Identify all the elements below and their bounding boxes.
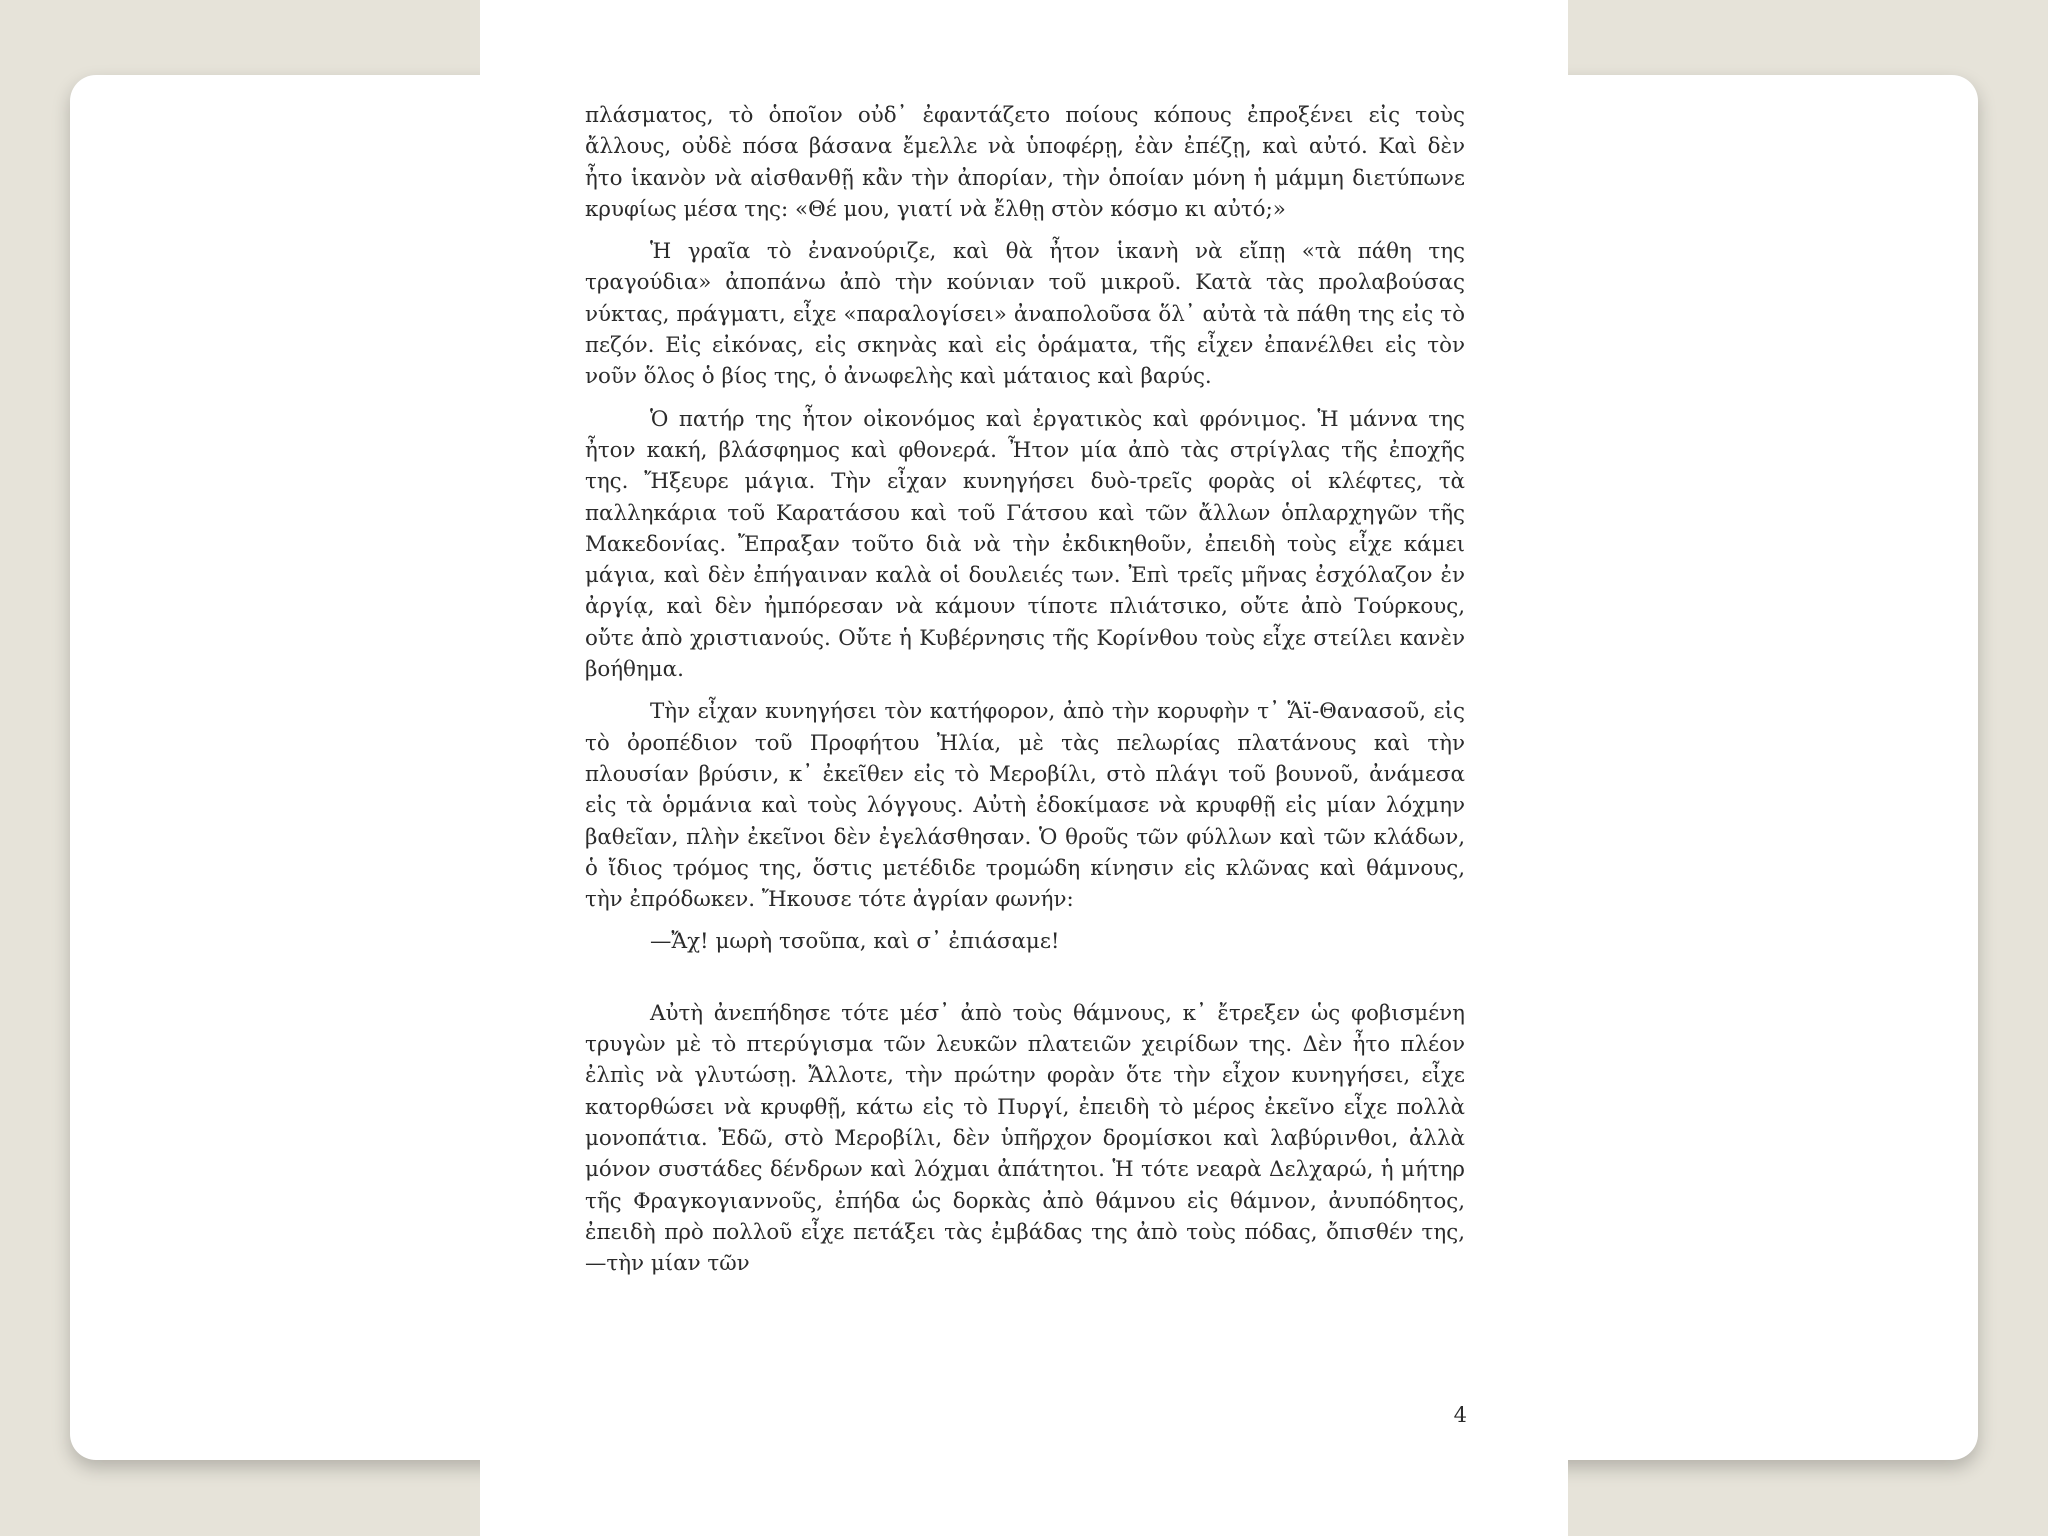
paragraph: Ἡ γραῖα τὸ ἐνανούριζε, καὶ θὰ ἦτον ἱκανὴ νὰ εἴπῃ «τὰ πάθη της τραγούδια» ἀποπάνω ἀπὸ τὴν κούνιαν τοῦ μικροῦ. Κατὰ τὰς προλαβούσας νύκτας, πράγματι, εἶχε «παραλογίσει» ἀναπολοῦσα ὅλ᾽ αὐτὰ τὰ πάθη της εἰς τὸ πεζόν. Εἰς εἰκόνας, εἰς σκηνὰς καὶ εἰς ὁράματα, τῆς εἶχεν ἐπανέλθει εἰς τὸν νοῦν ὅλος ὁ βίος της, ὁ ἀνωφελὴς καὶ μάταιος καὶ βαρύς.: [585, 239, 1465, 390]
paragraph: Αὐτὴ ἀνεπήδησε τότε μέσ᾽ ἀπὸ τοὺς θάμνους, κ᾽ ἔτρεξεν ὡς φοβισμένη τρυγὼν μὲ τὸ πτερύγισμα τῶν λευκῶν πλατειῶν χειρίδων της. Δὲν ἦτο πλέον ἐλπὶς νὰ γλυτώσῃ. Ἄλλοτε, τὴν πρώτην φορὰν ὅτε τὴν εἶχον κυνηγήσει, εἶχε κατορθώσει νὰ κρυφθῇ, κάτω εἰς τὸ Πυργί, ἐπειδὴ τὸ μέρος ἐκεῖνο εἶχε πολλὰ μονοπάτια. Ἐδῶ, στὸ Μεροβίλι, δὲν ὑπῆρχον δρομίσκοι καὶ λαβύρινθοι, ἀλλὰ μόνον συστάδες δένδρων καὶ λόχμαι ἀπάτητοι. Ἡ τότε νεαρὰ Δελχαρώ, ἡ μήτηρ τῆς Φραγκογιαννοῦς, ἐπήδα ὡς δορκὰς ἀπὸ θάμνου εἰς θάμνον, ἀνυπόδητος, ἐπειδὴ πρὸ πολλοῦ εἶχε πετάξει τὰς ἐμβάδας της ἀπὸ τοὺς πόδας, ὄπισθέν της,—τὴν μίαν τῶν: [585, 1000, 1465, 1277]
paragraph: πλάσματος, τὸ ὁποῖον οὐδ᾽ ἐφαντάζετο ποίους κόπους ἐπροξένει εἰς τοὺς ἄλλους, οὐδὲ πόσα βάσανα ἔμελλε νὰ ὑποφέρῃ, ἐὰν ἐπέζῃ, καὶ αὐτό. Καὶ δὲν ἦτο ἱκανὸν νὰ αἰσθανθῇ κἂν τὴν ἀπορίαν, τὴν ὁποίαν μόνη ἡ μάμμη διετύπωνε κρυφίως μέσα της: «Θέ μου, γιατί νὰ ἔλθῃ στὸν κόσμο κι αὐτό;»: [585, 103, 1465, 222]
document-page: [480, 0, 1568, 1536]
page-number: 4: [1453, 1403, 1467, 1427]
page-body: [585, 100, 1465, 1290]
paragraph: Ὁ πατήρ της ἦτον οἰκονόμος καὶ ἐργατικὸς καὶ φρόνιμος. Ἡ μάννα της ἦτον κακή, βλάσφημος καὶ φθονερά. Ἦτον μία ἀπὸ τὰς στρίγλας τῆς ἐποχῆς της. Ἤξευρε μάγια. Τὴν εἶχαν κυνηγήσει δυὸ-τρεῖς φορὰς οἱ κλέφτες, τὰ παλληκάρια τοῦ Καρατάσου καὶ τοῦ Γάτσου καὶ τῶν ἄλλων ὁπλαρχηγῶν τῆς Μακεδονίας. Ἔπραξαν τοῦτο διὰ νὰ τὴν ἐκδικηθοῦν, ἐπειδὴ τοὺς εἶχε κάμει μάγια, καὶ δὲν ἐπήγαιναν καλὰ οἱ δουλειές των. Ἐπὶ τρεῖς μῆνας ἐσχόλαζον ἐν ἀργίᾳ, καὶ δὲν ἠμπόρεσαν νὰ κάμουν τίποτε πλιάτσικο, οὔτε ἀπὸ Τούρκους, οὔτε ἀπὸ χριστιανούς. Οὔτε ἡ Κυβέρνησις τῆς Κορίνθου τοὺς εἶχε στείλει κανὲν βοήθημα.: [585, 406, 1465, 683]
dialogue-line: —Ἄχ! μωρὴ τσοῦπα, καὶ σ᾽ ἐπιάσαμε!: [650, 929, 1060, 955]
paragraph: Τὴν εἶχαν κυνηγήσει τὸν κατήφορον, ἀπὸ τὴν κορυφὴν τ᾽ Ἅϊ-Θανασοῦ, εἰς τὸ ὀροπέδιον τοῦ Προφήτου Ἠλία, μὲ τὰς πελωρίας πλατάνους καὶ τὴν πλουσίαν βρύσιν, κ᾽ ἐκεῖθεν εἰς τὸ Μεροβίλι, στὸ πλάγι τοῦ βουνοῦ, ἀνάμεσα εἰς τὰ ὁρμάνια καὶ τοὺς λόγγους. Αὐτὴ ἐδοκίμασε νὰ κρυφθῇ εἰς μίαν λόχμην βαθεῖαν, πλὴν ἐκεῖνοι δὲν ἐγελάσθησαν. Ὁ θροῦς τῶν φύλλων καὶ τῶν κλάδων, ὁ ἴδιος τρόμος της, ὅστις μετέδιδε τρομώδη κίνησιν εἰς κλῶνας καὶ θάμνους, τὴν ἐπρόδωκεν. Ἤκουσε τότε ἀγρίαν φωνήν:: [585, 699, 1465, 913]
